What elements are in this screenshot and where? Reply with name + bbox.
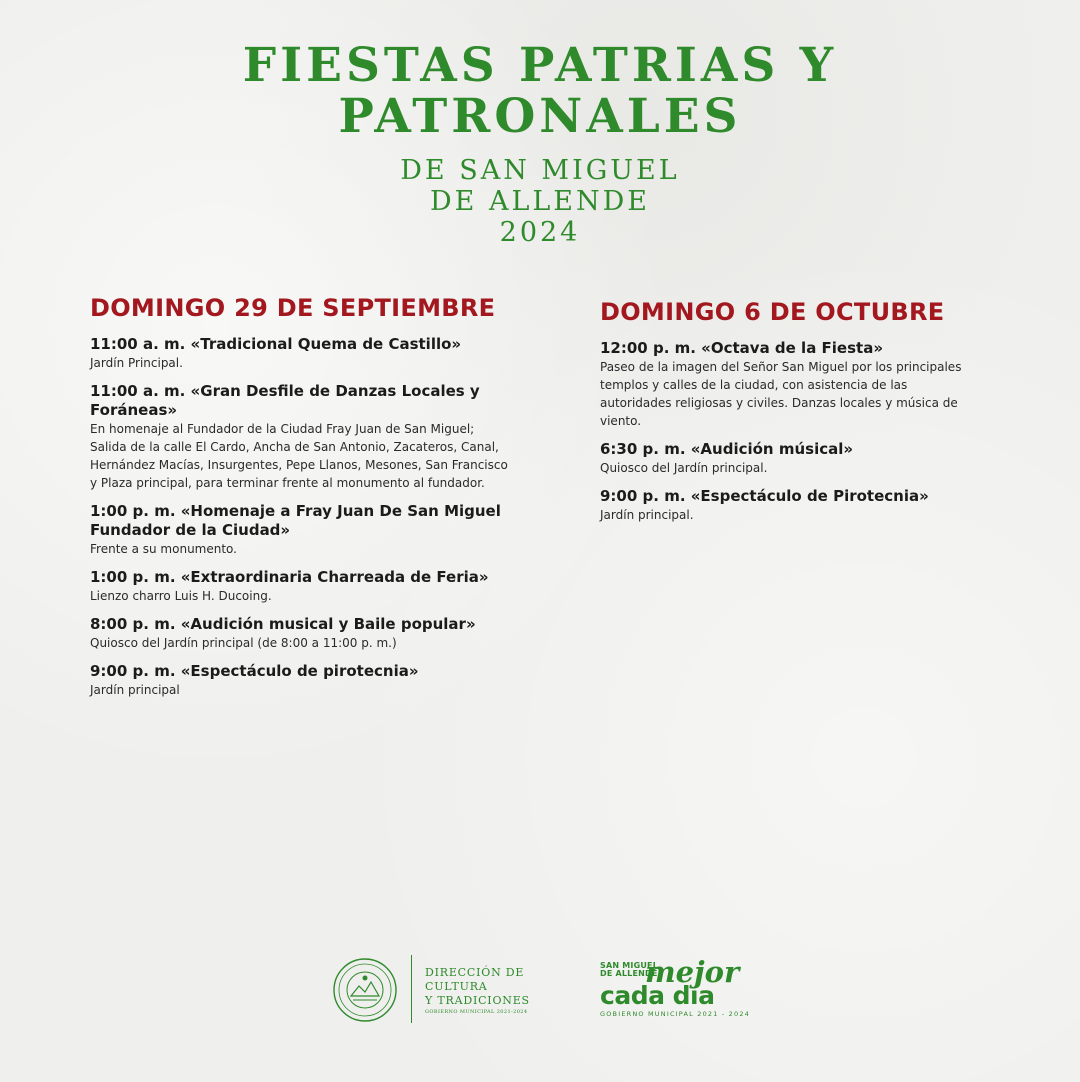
event-description: Paseo de la imagen del Señor San Miguel por los principales templos y calles de la ciudad, con asistencia de las autoridades religiosas y civiles. Danzas locales y música de viento. [600,360,962,428]
day-heading: DOMINGO 6 DE OCTUBRE [600,298,945,326]
event-description: Jardín principal. [600,508,694,522]
main-title [0,40,1080,142]
event-description: Jardín principal [90,683,180,697]
department-name [425,966,530,1016]
event-description: Quiosco del Jardín principal (de 8:00 a 11:00 p. m.) [90,636,397,650]
event-title: 1:00 p. m. «Extraordinaria Charreada de Feria» [90,568,489,586]
event-item [90,335,510,372]
brand-logo [600,955,760,1028]
subtitle-line-2: DE ALLENDE [430,186,650,217]
brand-city-line-1: SAN MIGUEL [600,961,658,970]
department-line-3: Y TRADICIONES [425,994,530,1007]
event-item [600,487,980,524]
subtitle-line-1: DE SAN MIGUEL [400,155,680,186]
title-line-2: PATRONALES [338,89,742,144]
department-line-2: CULTURA [425,980,488,993]
department-line-1: DIRECCIÓN DE [425,966,525,979]
event-description: Frente a su monumento. [90,542,237,556]
brand-government-line: GOBIERNO MUNICIPAL 2021 - 2024 [600,1010,750,1018]
subtitle-year: 2024 [499,217,581,248]
event-item [600,440,980,477]
event-title: 9:00 p. m. «Espectáculo de Pirotecnia» [600,487,929,505]
footer-divider [411,955,412,1023]
event-title: 6:30 p. m. «Audición músical» [600,440,854,458]
event-title: 11:00 a. m. «Tradicional Quema de Castillo» [90,335,462,353]
footer [0,950,1080,1030]
event-item [90,615,510,652]
event-description: Quiosco del Jardín principal. [600,461,768,475]
event-item [90,568,510,605]
brand-slogan-mejor: mejor [645,955,740,989]
title-line-1: FIESTAS PATRIAS Y [242,38,838,93]
event-description: En homenaje al Fundador de la Ciudad Fray Juan de San Miguel; Salida de la calle El Cardo, Ancha de San Antonio, Zacateros, Canal, Hernández Macías, Insurgentes, Pepe Llanos, Mesones, San Francisco y Plaza principal, para terminar frente al monumento al fundador. [90,422,508,490]
schedule-september [90,293,510,709]
event-item [600,339,980,430]
event-title: 9:00 p. m. «Espectáculo de pirotecnia» [90,662,419,680]
brand-slogan-cada-dia: cada día [600,981,715,1010]
event-description: Lienzo charro Luis H. Ducoing. [90,589,272,603]
subtitle [0,155,1080,248]
event-item [90,502,510,558]
event-description: Jardín Principal. [90,356,183,370]
event-item [90,382,510,492]
event-title: 1:00 p. m. «Homenaje a Fray Juan De San Miguel Fundador de la Ciudad» [90,502,501,539]
event-title: 12:00 p. m. «Octava de la Fiesta» [600,339,884,357]
brand-city-line-2: DE ALLENDE [600,969,658,978]
event-title: 8:00 p. m. «Audición musical y Baile popular» [90,615,476,633]
event-item [90,662,510,699]
schedule-october [600,297,980,534]
event-title: 11:00 a. m. «Gran Desfile de Danzas Locales y Foráneas» [90,382,480,419]
department-government-line: GOBIERNO MUNICIPAL 2021-2024 [425,1009,528,1015]
day-heading: DOMINGO 29 DE SEPTIEMBRE [90,294,496,322]
municipal-seal-icon [333,958,397,1022]
